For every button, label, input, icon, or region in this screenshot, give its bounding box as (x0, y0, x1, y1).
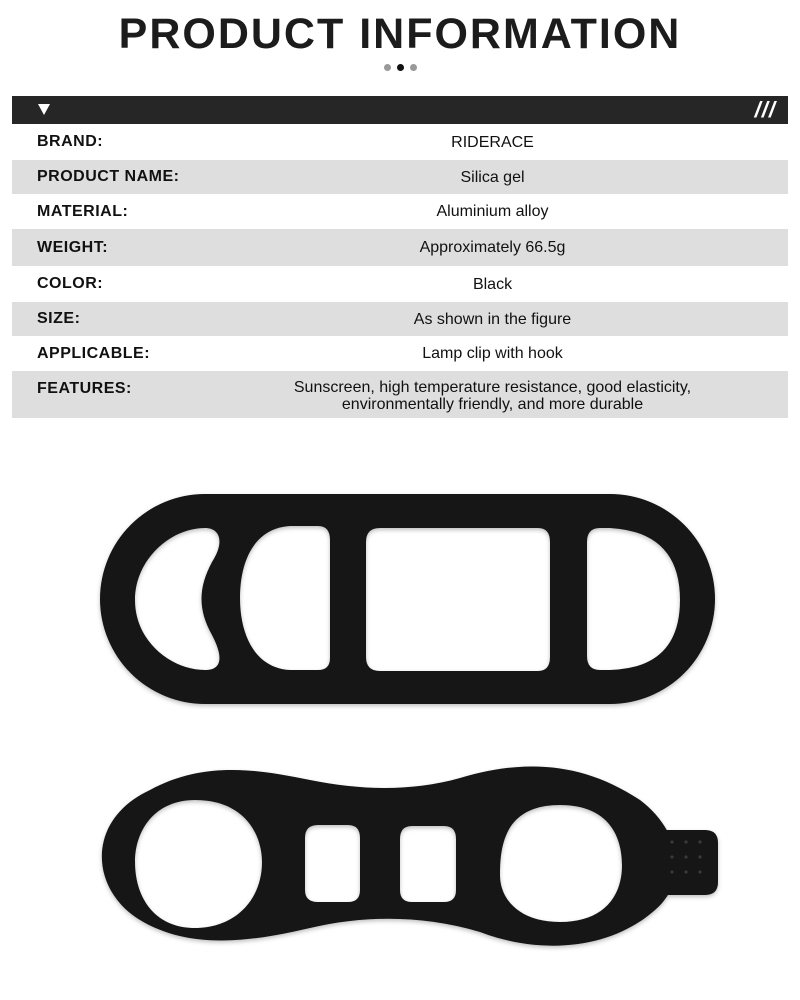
spec-table (12, 124, 788, 418)
spec-row-brand (12, 124, 788, 160)
section-header-bar (12, 96, 788, 124)
spec-value: As shown in the figure (413, 310, 572, 328)
spec-label: MATERIAL: (37, 202, 129, 220)
spec-label: COLOR: (37, 275, 104, 292)
spec-row-features (12, 371, 788, 418)
spec-value-line: environmentally friendly, and more durable (341, 396, 644, 413)
slash-decoration: /// (754, 97, 776, 122)
spec-value: Aluminium alloy (436, 203, 549, 220)
product-photo (0, 470, 800, 1000)
spec-value: RIDERACE (451, 133, 534, 151)
spec-value-multiline (217, 371, 788, 413)
spec-label: PRODUCT NAME: (37, 168, 180, 185)
spec-row-applicable (12, 336, 788, 371)
spec-label: APPLICABLE: (37, 344, 151, 362)
spec-label: WEIGHT: (37, 238, 109, 256)
spec-row-product-name (12, 160, 788, 194)
silicone-strap-long (100, 494, 715, 704)
spec-value: Approximately 66.5g (419, 239, 566, 256)
carousel-dot[interactable] (410, 64, 417, 71)
spec-label: BRAND: (37, 133, 104, 150)
page-title: PRODUCT INFORMATION (118, 10, 682, 58)
spec-label: SIZE: (37, 310, 81, 327)
spec-label: FEATURES: (37, 380, 132, 397)
spec-row-weight (12, 229, 788, 266)
spec-value: Lamp clip with hook (422, 345, 563, 362)
spec-row-color (12, 266, 788, 302)
triangle-down-icon (38, 104, 50, 115)
spec-value: Silica gel (460, 168, 525, 186)
carousel-dots (0, 58, 800, 76)
spec-value: Black (472, 275, 513, 293)
carousel-dot-active[interactable] (397, 64, 404, 71)
spec-row-material (12, 194, 788, 229)
silicone-strap-hook (102, 766, 718, 945)
carousel-dot[interactable] (384, 64, 391, 71)
spec-value-line: Sunscreen, high temperature resistance, good elasticity, (293, 379, 692, 396)
spec-row-size (12, 302, 788, 336)
